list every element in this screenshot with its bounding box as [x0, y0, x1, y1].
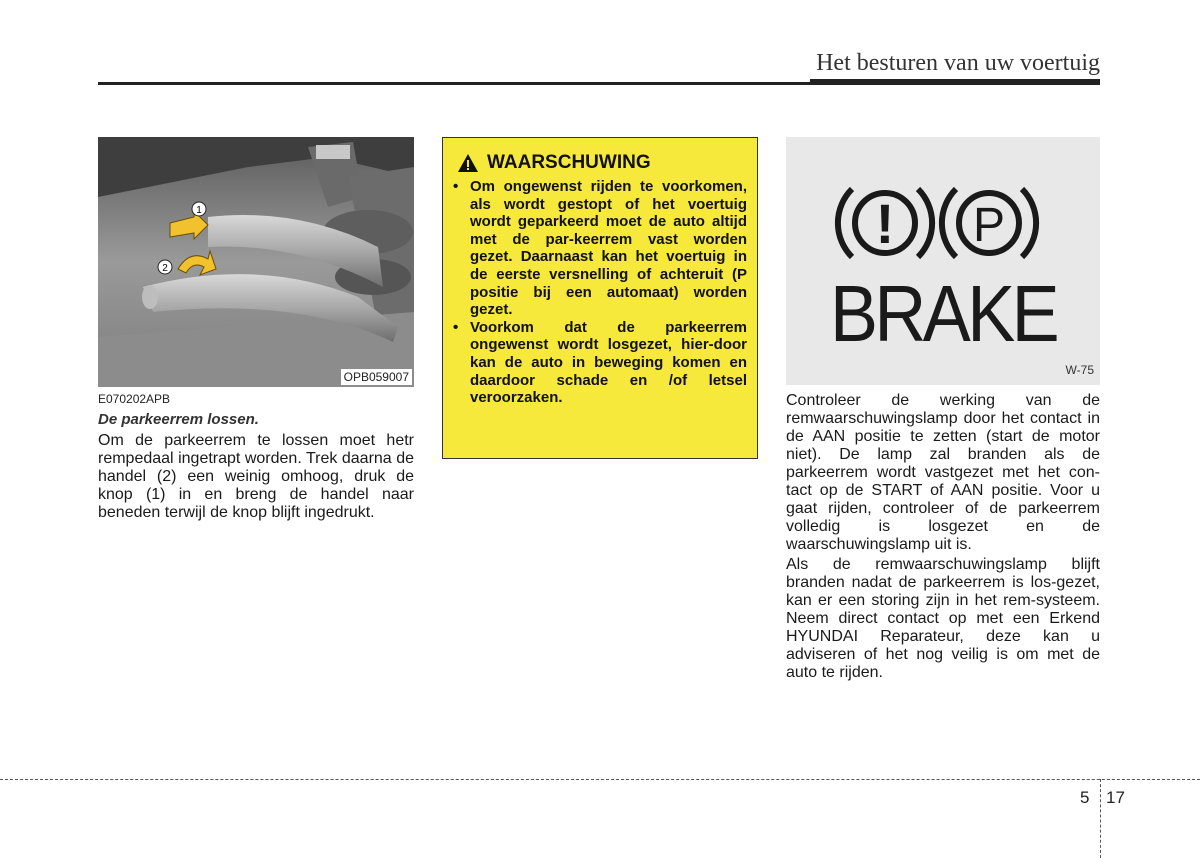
callout-2: 2	[162, 263, 168, 274]
parking-brake-photo	[98, 137, 414, 387]
page-number: 17	[1106, 788, 1125, 807]
warning-list	[453, 178, 747, 407]
paragraph: Als de remwaarschuwingslamp blijft branden nadat de parkeerrem is los-gezet, kan er een storing zijn in het rem-systeem. Neem direct contact op met een Erkend HYUNDAI Reparateur, deze kan u adviseren of het nog veilig is om met de auto te rijden.	[786, 556, 1100, 681]
brake-label: BRAKE	[829, 269, 1057, 358]
footer-rule	[0, 779, 1200, 780]
section-subheading: De parkeerrem lossen.	[98, 411, 259, 428]
paragraph: Controleer de werking van de remwaarschuwingslamp door het contact in de AAN positie te zetten (start de motor niet). De lamp zal branden als de parkeerrem wordt vastgezet met het con-tact op de START of AAN positie. Voor u gaat rijden, controleer of de parkeerrem volledig is losgezet en de waarschuwingslamp uit is.	[786, 392, 1100, 553]
exclaim-glyph: !	[875, 192, 895, 255]
running-header: Het besturen van uw voertuig	[816, 50, 1100, 76]
p-glyph: P	[972, 199, 1006, 252]
footer-divider	[1100, 779, 1101, 858]
warning-header	[457, 152, 651, 174]
figure-caption-left: OPB059007	[341, 369, 412, 385]
brake-symbols	[786, 137, 1100, 277]
warning-box	[442, 137, 758, 459]
brake-warning-icon	[838, 189, 932, 257]
callout-1: 1	[196, 205, 202, 216]
warning-item: • Voorkom dat de parkeerrem ongewenst wordt losgezet, hier-door kan de auto in beweging komen en daardoor schade en /of letsel veroorzaken.	[453, 319, 747, 407]
figure-caption-right: W-75	[1065, 363, 1094, 377]
section-code: E070202APB	[98, 392, 171, 406]
warning-title: WAARSCHUWING	[487, 152, 651, 173]
warning-item: • Om ongewenst rijden te voorkomen, als wordt gestopt of het voertuig wordt geparkeerd moet de auto altijd met de par-keerrem vast worden gezet. Daarnaast kan het voertuig in de eerste versnelling of achteruit (P positie bij een automaat) worden gezet.	[453, 178, 747, 319]
header-rule-accent	[810, 79, 1100, 85]
parking-brake-icon	[942, 189, 1036, 257]
chapter-number: 5	[1080, 788, 1090, 807]
brake-warning-figure	[786, 137, 1100, 385]
section-body: Om de parkeerrem te lossen moet hetr rempedaal ingetrapt worden. Trek daarna de handel (2) een weinig omhoog, druk de knop (1) in en breng de handel naar beneden terwijl de knop blijft ingedrukt.	[98, 432, 414, 521]
right-column-text	[786, 392, 1100, 684]
warning-triangle-icon	[457, 153, 479, 173]
parking-brake-illustration	[98, 137, 414, 387]
